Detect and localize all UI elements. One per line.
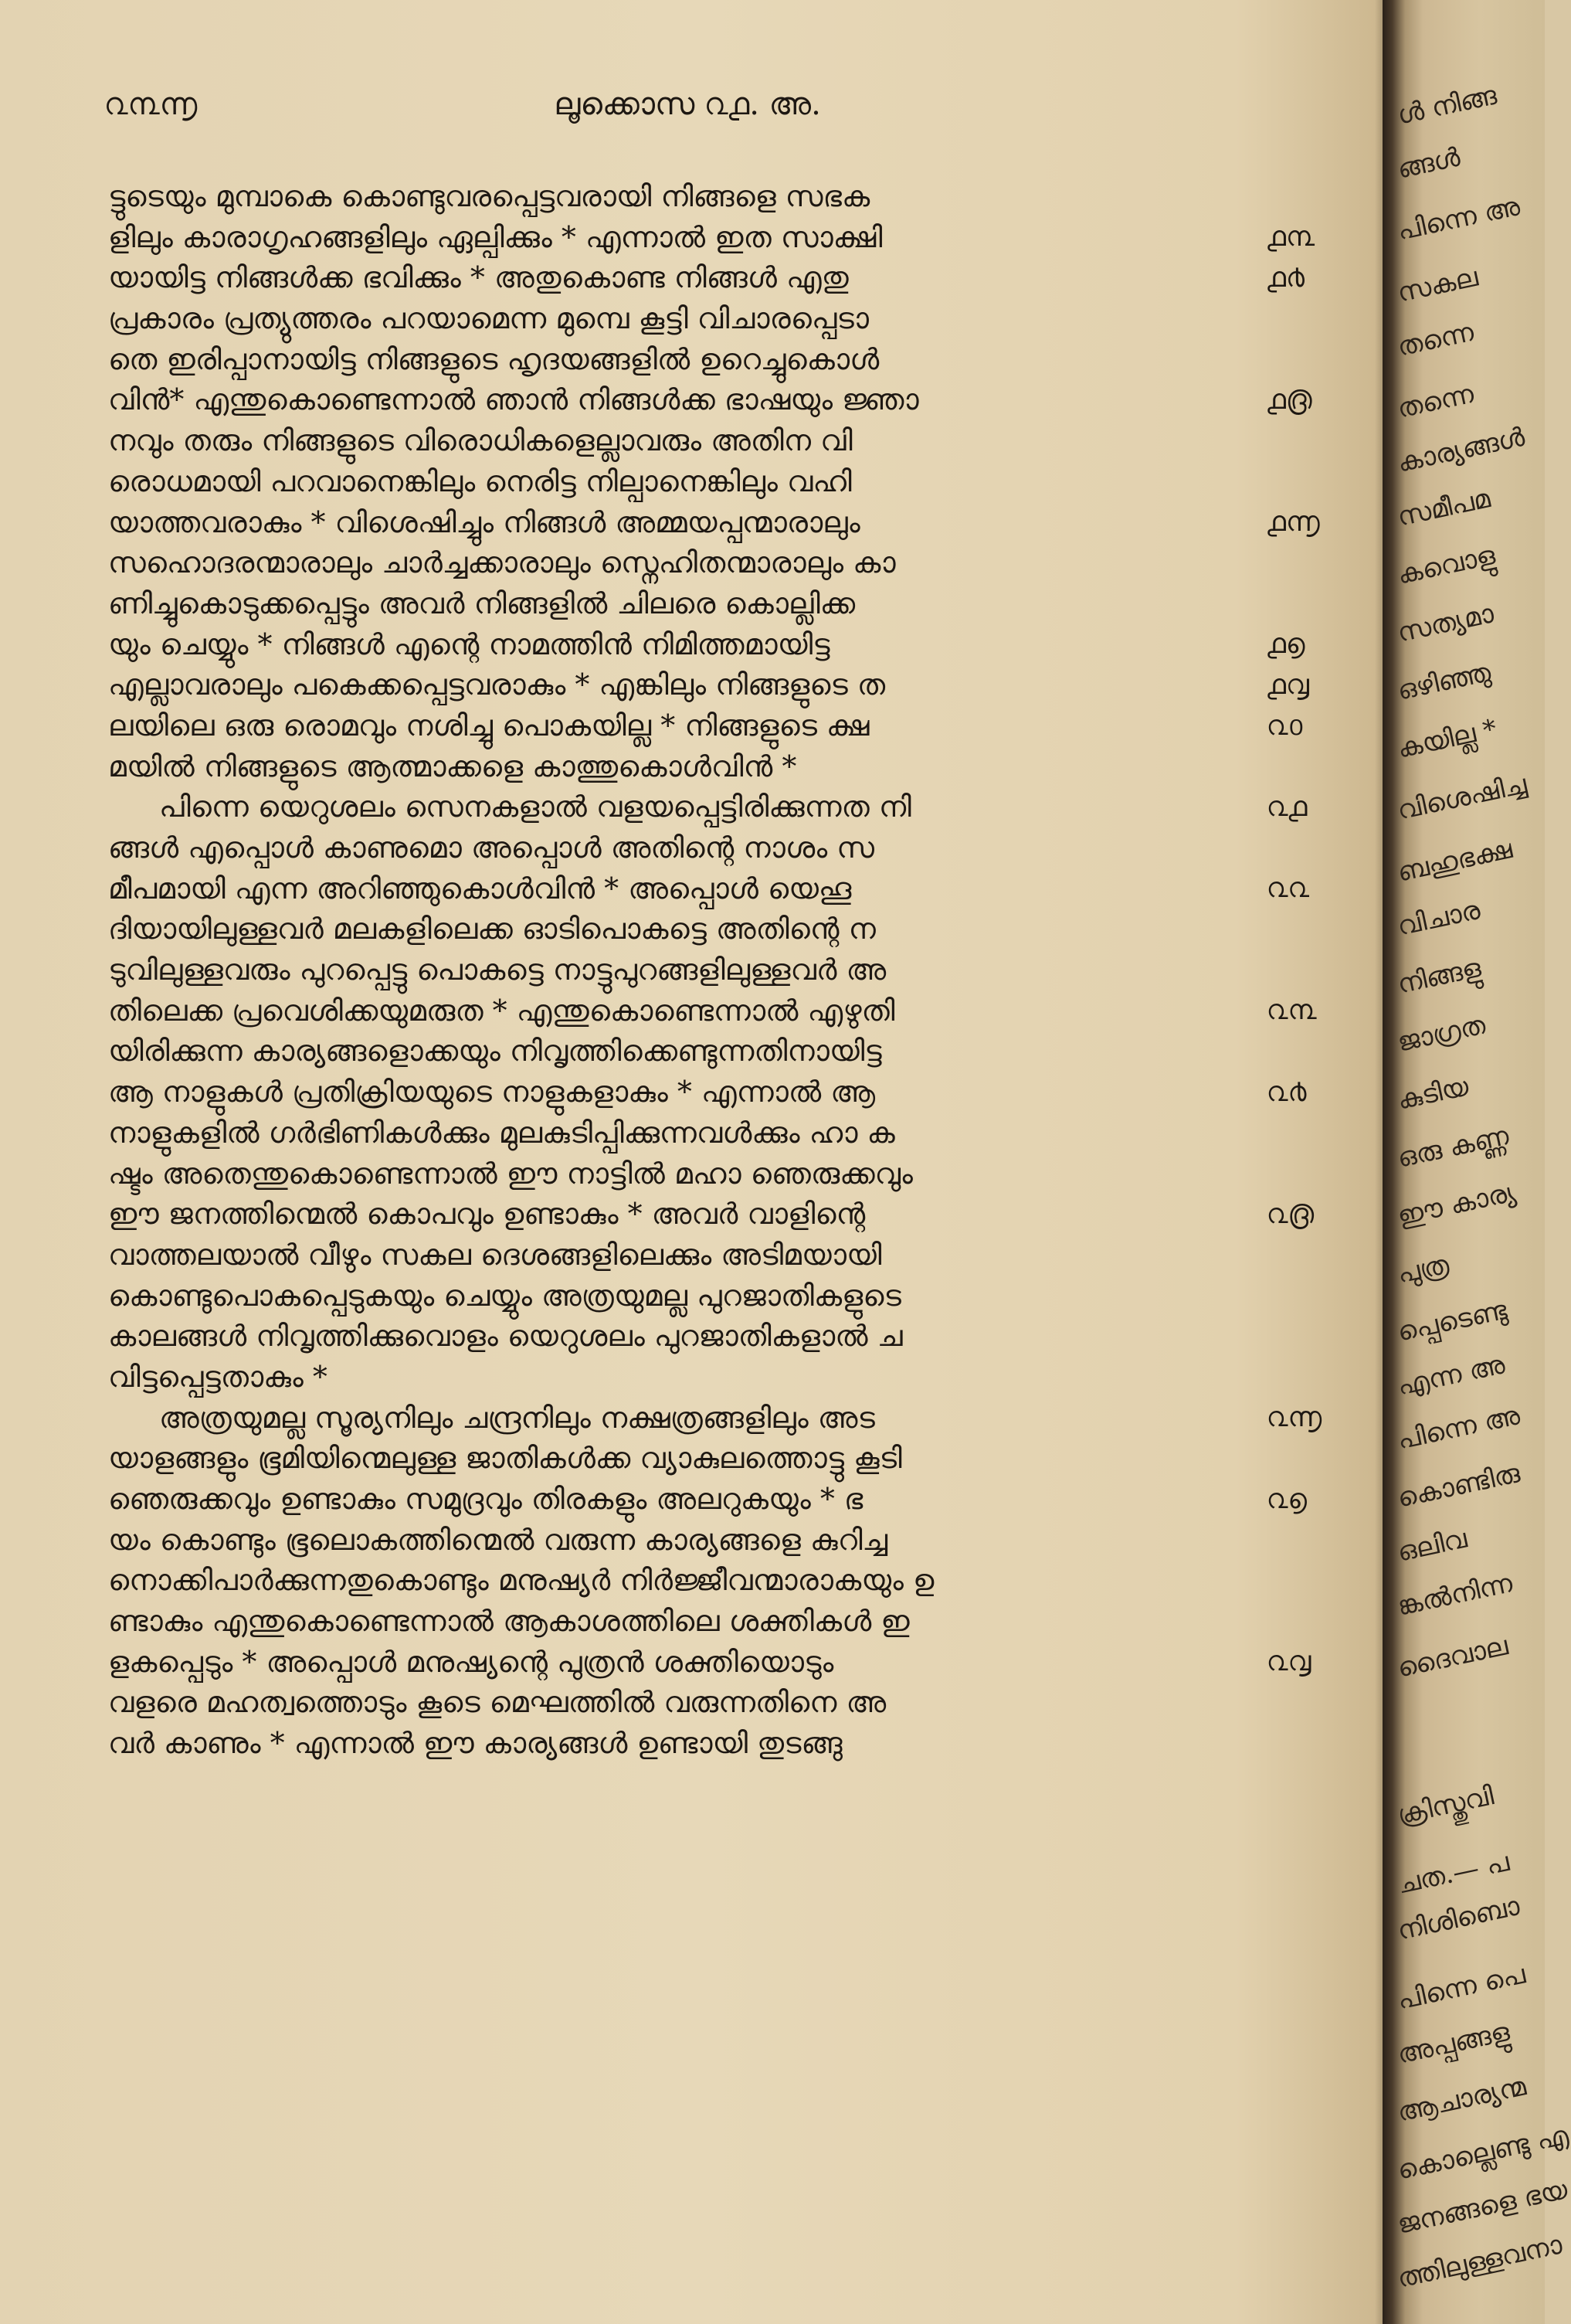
verse-number: ൧൩ <box>1267 221 1315 253</box>
partial-line: തന്നെ <box>1394 378 1477 425</box>
verse-number: ൧൫ <box>1267 384 1312 416</box>
text-line: യം കൊണ്ടും ഭൂലൊകത്തിന്മെൽ വരുന്ന കാര്യങ്ങളെ കുറിച്ച <box>108 1522 888 1557</box>
text-line: ണിച്ചുകൊടുക്കപ്പെട്ടും അവർ നിങ്ങളിൽ ചിലരെ കൊല്ലിക്ക <box>108 586 856 620</box>
partial-line: സമീപമ <box>1394 483 1493 533</box>
text-line: തെ ഇരിപ്പാനായിട്ട നിങ്ങളുടെ ഹൃദയങ്ങളിൽ ഉറെച്ചുകൊൾ <box>108 341 880 376</box>
partial-line: ൾ നിങ്ങ <box>1394 80 1500 131</box>
partial-line: ത്തിലുള്ളവനാ <box>1394 2229 1565 2295</box>
text-line: നവും തരും നിങ്ങളുടെ വിരൊധികളെല്ലാവരും അതിന വി <box>108 423 853 458</box>
partial-line: പിന്നെ പെ <box>1394 1959 1529 2017</box>
partial-line: സകല <box>1394 261 1481 309</box>
partial-line: അപ്പങ്ങളു <box>1394 2016 1512 2071</box>
page-number: ൨൩൬ <box>104 87 198 122</box>
text-line: യാളങ്ങളും ഭൂമിയിന്മെലുള്ള ജാതികൾക്ക വ്യാകുലത്തൊട്ടു കൂടി <box>108 1441 902 1476</box>
adjacent-page-edge <box>1383 0 1571 2324</box>
partial-line: ദൈവാല <box>1394 1630 1511 1684</box>
verse-number: ൨൩ <box>1267 994 1317 1026</box>
partial-line: ഒരു കണ്ണ <box>1394 1120 1512 1174</box>
text-line: മീപമായി എന്ന അറിഞ്ഞുകൊൾവിൻ * അപ്പൊൾ യെഹൂ <box>108 871 852 905</box>
partial-line: ബഹുഭക്ഷ <box>1394 834 1515 888</box>
text-line: ഷ്ടം അതെന്തുകൊണ്ടെന്നാൽ ഈ നാട്ടിൽ മഹാ ഞെരുക്കവും <box>108 1156 913 1191</box>
running-title: ലൂക്കൊസ ൨൧. അ. <box>554 87 821 122</box>
text-line: തിലെക്ക പ്രവെശിക്കയുമരുത * എന്തുകൊണ്ടെന്നാൽ എഴുതി <box>108 993 895 1028</box>
partial-line: ആചാര്യന്മ <box>1394 2071 1529 2129</box>
partial-line: ഒഴിഞ്ഞു <box>1394 657 1494 707</box>
verse-number: ൧൮ <box>1267 669 1309 701</box>
verse-number: ൨൫ <box>1267 1198 1315 1230</box>
text-line: രൊധമായി പറവാനെങ്കിലും നെരിട്ട നില്പാനെങ്കിലും വഹി <box>108 464 852 498</box>
text-line: ഞെരുക്കവും ഉണ്ടാകും സമുദ്രവും തിരകളും അലറുകയും * ഭ <box>108 1482 864 1516</box>
verse-number: ൨൨ <box>1267 872 1310 904</box>
text-line: യാത്തവരാകും * വിശെഷിച്ചും നിങ്ങൾ അമ്മയപ്പന്മാരാലും <box>108 505 860 539</box>
partial-line: സത്യമാ <box>1394 598 1497 649</box>
text-line: ആ നാളുകൾ പ്രതിക്രിയയുടെ നാളുകളാകും * എന്നാൽ ആ <box>108 1075 876 1109</box>
partial-line: കുടിയ <box>1394 1071 1471 1116</box>
verse-number: ൨൭ <box>1267 1483 1307 1515</box>
text-line: ളിലും കാരാഗൃഹങ്ങളിലും ഏല്പിക്കും * എന്നാൽ ഇത സാക്ഷി <box>108 219 883 254</box>
partial-line: പിന്നെ അ <box>1394 1400 1523 1456</box>
text-line: മയിൽ നിങ്ങളുടെ ആത്മാക്കളെ കാത്തുകൊൾവിൻ * <box>108 749 797 783</box>
partial-line: പിന്നെ അ <box>1394 191 1523 247</box>
verse-number: ൨൬ <box>1267 1402 1322 1433</box>
text-line: ദിയായിലുള്ളവർ മലകളിലെക്ക ഓടിപൊകട്ടെ അതിന്റെ ന <box>108 912 876 946</box>
text-line: സഹൊദരന്മാരാലും ചാർച്ചക്കാരാലും സ്നെഹിതന്മാരാലും കാ <box>108 545 896 580</box>
text-line: യിരിക്കുന്ന കാര്യങ്ങളൊക്കയും നിവൃത്തിക്കെണ്ടുന്നതിനായിട്ട <box>108 1034 882 1069</box>
partial-line: ചത.— പ <box>1394 1846 1512 1901</box>
verse-number: ൨൮ <box>1267 1646 1311 1677</box>
text-line: കാലങ്ങൾ നിവൃത്തിക്കുവൊളം യെറുശലം പുറജാതികളാൽ ച <box>108 1319 903 1354</box>
partial-line: ക്രിസ്തുവി <box>1394 1780 1497 1831</box>
text-line: യായിട്ട നിങ്ങൾക്ക ഭവിക്കും * അതുകൊണ്ട നിങ്ങൾ എതു <box>108 260 849 295</box>
partial-line: കൊണ്ടിരു <box>1394 1458 1523 1514</box>
text-line: നാളുകളിൽ ഗർഭിണികൾക്കും മുലകുടിപ്പിക്കുന്നവൾക്കും ഹാ ക <box>108 1115 895 1150</box>
page-header <box>0 87 1375 133</box>
partial-line: കവൊളു <box>1394 539 1498 591</box>
partial-line: പുത്ര <box>1394 1249 1452 1290</box>
partial-line: കാര്യങ്ങൾ <box>1394 421 1528 479</box>
text-line: ണ്ടാകും എന്തുകൊണ്ടെന്നാൽ ആകാശത്തിലെ ശക്തികൾ ഇ <box>108 1604 910 1639</box>
text-line: വിൻ* എന്തുകൊണ്ടെന്നാൽ ഞാൻ നിങ്ങൾക്ക ഭാഷയും ജ്ഞാ <box>108 382 919 417</box>
partial-line: വിശെഷിച്ച <box>1394 769 1530 827</box>
verse-number: ൧൬ <box>1267 506 1320 538</box>
partial-line: കയില്ല * <box>1394 713 1500 765</box>
verse-number: ൨൪ <box>1267 1076 1307 1108</box>
verse-number: ൨൦ <box>1267 710 1303 742</box>
text-line: അത്രയുമല്ല സൂര്യനിലും ചന്ദ്രനിലും നക്ഷത്രങ്ങളിലും അട <box>159 1400 875 1435</box>
text-body <box>108 176 1244 1764</box>
text-line: വിട്ടപ്പെട്ടതാകും * <box>108 1359 327 1394</box>
text-line: നൊക്കിപാർക്കുന്നതുകൊണ്ടും മനുഷ്യർ നിർജ്ജീവന്മാരാകയും ഉ <box>108 1563 935 1598</box>
text-line: പ്രകാരം പ്രത്യുത്തരം പറയാമെന്ന മുമ്പെ കൂട്ടി വിചാരപ്പെടാ <box>108 301 869 336</box>
text-line: എല്ലാവരാലും പകെക്കപ്പെട്ടവരാകും * എങ്കിലും നിങ്ങളുടെ ത <box>108 668 886 702</box>
partial-line: ജനങ്ങളെ ഭയ <box>1394 2173 1570 2241</box>
partial-line: വിചാര <box>1394 894 1483 943</box>
text-line: ളകപ്പെടും * അപ്പൊൾ മനുഷ്യന്റെ പുത്രൻ ശക്തിയൊടും <box>108 1644 834 1679</box>
partial-line: എന്ന അ <box>1394 1349 1508 1402</box>
verse-number: ൧൪ <box>1267 262 1305 294</box>
text-line: പിന്നെ യെറുശലം സെനകളാൽ വളയപ്പെട്ടിരിക്കുന്നത നി <box>159 790 911 824</box>
text-line: ടുവിലുള്ളവരും പുറപ്പെട്ടു പൊകട്ടെ നാട്ടുപുറങ്ങളിലുള്ളവർ അ <box>108 953 887 987</box>
partial-line: കൊല്ലെണ്ടു എ <box>1394 2119 1571 2186</box>
text-line: വർ കാണും * എന്നാൽ ഈ കാര്യങ്ങൾ ഉണ്ടായി തുടങ്ങു <box>108 1726 843 1761</box>
text-line: യും ചെയ്യും * നിങ്ങൾ എന്റെ നാമത്തിൻ നിമിത്തമായിട്ട <box>108 627 830 661</box>
text-line: വാത്തലയാൽ വീഴും സകല ദെശങ്ങളിലെക്കും അടിമയായി <box>108 1237 882 1272</box>
partial-line: ങ്കൽനിന്ന <box>1394 1568 1515 1622</box>
partial-line: നിങ്ങളു <box>1394 952 1484 1001</box>
verse-number: ൨൧ <box>1267 791 1308 823</box>
text-line: വളരെ മഹത്വത്തൊടും കൂടെ മെഘത്തിൽ വരുന്നതിനെ അ <box>108 1685 887 1720</box>
partial-line: ഒലിവ <box>1394 1523 1470 1568</box>
text-line: ങ്ങൾ എപ്പൊൾ കാണുമൊ അപ്പൊൾ അതിന്റെ നാശം സ <box>108 831 874 865</box>
partial-line: നിശിബൊ <box>1394 1891 1522 1947</box>
text-line: ഈ ജനത്തിന്മെൽ കൊപവും ഉണ്ടാകും * അവർ വാളിന്റെ <box>108 1197 866 1232</box>
partial-line: ഈ കാര്യ <box>1394 1177 1518 1232</box>
partial-line: ജാഗ്രത <box>1394 1009 1488 1058</box>
verse-number: ൧൭ <box>1267 628 1305 660</box>
partial-line: തന്നെ <box>1394 316 1477 363</box>
partial-line: ങ്ങൾ <box>1394 141 1463 185</box>
text-line: ലയിലെ ഒരു രൊമവും നശിച്ചു പൊകയില്ല * നിങ്ങളുടെ ക്ഷ <box>108 708 870 742</box>
partial-line: പ്പെടെണ്ടു <box>1394 1294 1510 1348</box>
text-line: കൊണ്ടുപൊകപ്പെടുകയും ചെയ്യും അത്രയുമല്ല പുറജാതികളുടെ <box>108 1278 901 1313</box>
text-line: ട്ടുടെയും മുമ്പാകെ കൊണ്ടുവരപ്പെട്ടവരായി നിങ്ങളെ സഭക <box>108 179 870 213</box>
